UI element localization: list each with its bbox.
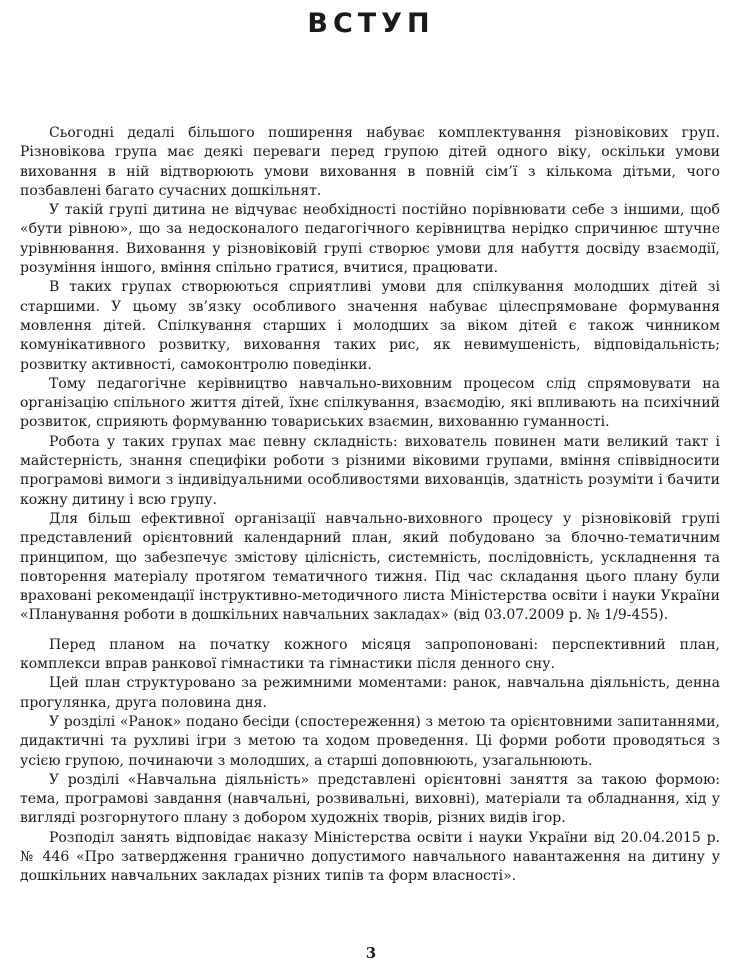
paragraph: У розділі «Ранок» подано бесіди (спостереження) з метою та орієнтовними запитаннями, дидактичні та рухливі ігри з метою та ходом проведення. Ці форми роботи проводяться з усією групою, починаючи з молодших, а старші доповнюють, узагальнюють. [20, 713, 720, 769]
body-text [20, 124, 720, 887]
paragraph: У розділі «Навчальна діяльність» представлені орієнтовні заняття за такою формою: тема, програмові завдання (навчальні, розвивальні, виховні), матеріали та обладнання, хід у вигляді розгорнутого плану з добором художніх творів, різних видів ігор. [20, 771, 720, 827]
paragraph: Для більш ефективної організації навчально-виховного процесу у різновіковій групі представлений орієнтовний календарний план, який побудовано за блочно-тематичним принципом, що забезпечує змістову цілісність, системність, послідовність, ускладнення та повторення матеріалу протягом тематичного тижня. Під час складання цього плану були враховані рекомендації інструктивно-методичного листа Міністерства освіти і науки України «Планування роботи в дошкільних навчальних закладах» (від 03.07.2009 р. № 1/9-455). [20, 510, 720, 624]
paragraph: У такій групі дитина не відчуває необхідності постійно порівнювати себе з іншими, щоб «бути рівною», що за недосконалого педагогічного керівництва нерідко спричинює штучне урівнювання. Виховання у різновіковій групі створює умови для набуття досвіду взаємодії, розуміння іншого, вміння спільно гратися, вчитися, працювати. [20, 202, 720, 277]
page-number: 3 [365, 944, 377, 962]
paragraph: Розподіл занять відповідає наказу Міністерства освіти і науки України від 20.04.2015 р. № 446 «Про затвердження гранично допустимого навчального навантаження на дитину у дошкільних навчальних закладах різних типів та форм власності». [20, 829, 720, 885]
paragraph: Цей план структуровано за режимними моментами: ранок, навчальна діяльність, денна прогулянка, друга половина дня. [20, 675, 720, 711]
page-title: ВСТУП [307, 8, 435, 39]
paragraph: Перед планом на початку кожного місяця запропоновані: перспективний план, комплекси вправ ранкової гімнастики та гімнастики після денного сну. [20, 636, 720, 673]
paragraph: В таких групах створюються сприятливі умови для спілкування молодших дітей зі старшими. У цьому зв’язку особливого значення набуває цілеспрямоване формування мовлення дітей. Спілкування старших і молодших за віком дітей є також чинником комунікативного розвитку, виховання таких рис, як невимушеність, відповідальність; розвитку активності, самоконтролю поведінки. [20, 279, 720, 373]
paragraph: Робота у таких групах має певну складність: вихователь повинен мати великий такт і майстерність, знання специфіки роботи з різними віковими групами, вміння співвідносити програмові вимоги з індивідуальними особливостями вихованців, здатність розуміти і бачити кожну дитину і всю групу. [20, 433, 720, 508]
paragraph: Сьогодні дедалі більшого поширення набуває комплектування різновікових груп. Різновікова група має деякі переваги перед групою дітей одного віку, оскільки умови виховання в ній відтворюють умови виховання в повній сім’ї з кількома дітьми, чого позбавлені багато сучасних дошкільнят. [20, 125, 720, 199]
paragraph: Тому педагогічне керівництво навчально-виховним процесом слід спрямовувати на організацію спільного життя дітей, їхнє спілкування, взаємодію, які впливають на психічний розвиток, сприяють формуванню товариських взаємин, вихованню гуманності. [20, 375, 720, 431]
